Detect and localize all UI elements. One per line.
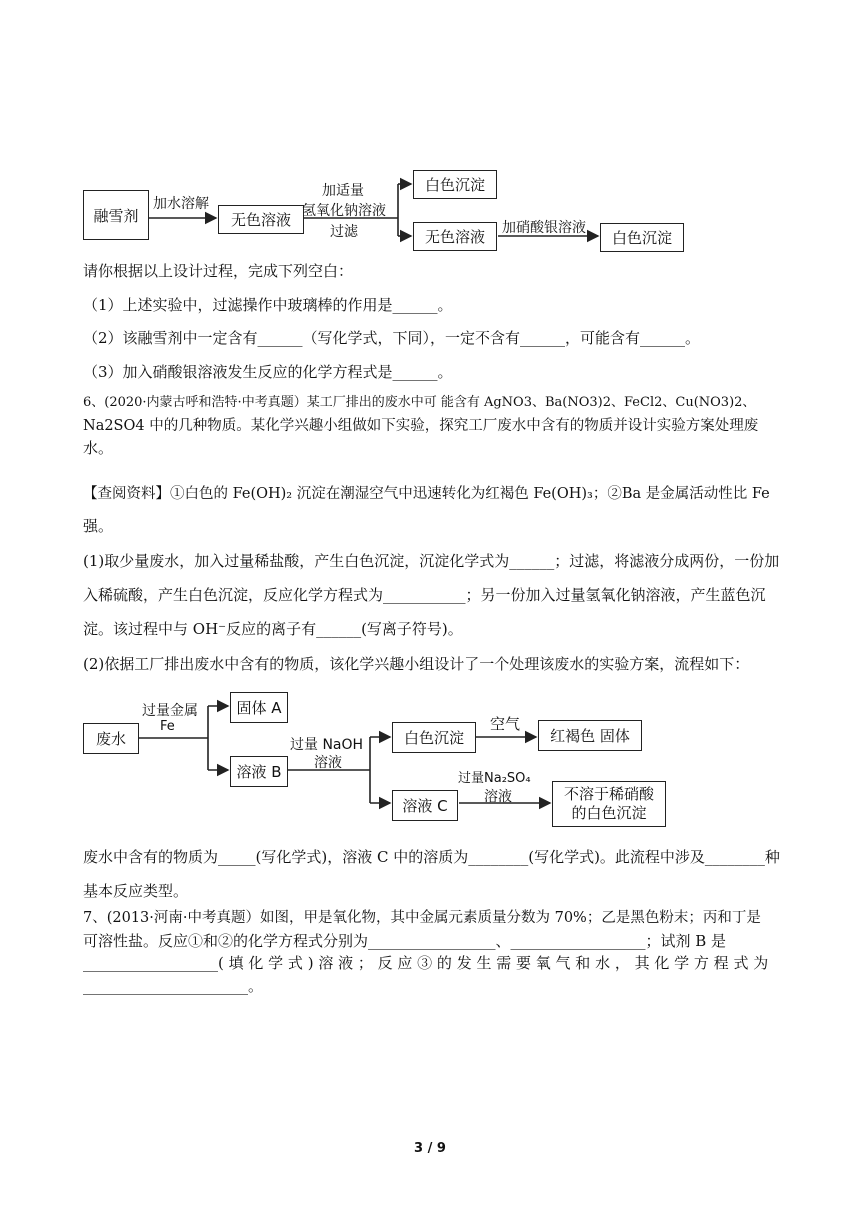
flow1-box5: 白色沉淀 — [600, 223, 684, 252]
flow2-solid-a-box: 固体 A — [230, 692, 288, 723]
flow1-step2c-label: 过滤 — [330, 224, 358, 240]
q6-answer-line2: 基本反应类型。 — [83, 882, 189, 900]
flow2-insoluble-precipitate-box — [552, 781, 666, 827]
flow2-start-box: 废水 — [83, 723, 139, 754]
q6-line3: 水。 — [83, 439, 114, 457]
flow1-step2b-label: 氢氧化钠溶液 — [302, 203, 386, 219]
flow2-solution-b-box: 溶液 B — [230, 756, 288, 787]
flow1-start-box: 融雪剂 — [83, 190, 149, 240]
page-number: 3 / 9 — [414, 1141, 446, 1156]
flow2-naoh-label1: 过量 NaOH — [290, 737, 364, 753]
flow2-na2so4-label1: 过量Na₂SO₄ — [458, 771, 531, 786]
q7-line3: __________________( 填 化 学 式 ) 溶 液 ； 反 应 ③ 的 发 生 需 要 氧 气 和 水 ， 其 化 学 方 程 式 为 — [83, 954, 769, 972]
q6-step1-line2: 入稀硫酸，产生白色沉淀，反应化学方程式为___________；另一份加入过量氢氧化钠溶液，产生蓝色沉 — [83, 586, 766, 604]
flow1-box4: 无色溶液 — [413, 222, 497, 251]
flow2-metal-label2: Fe — [160, 719, 175, 734]
flow1-step1-label: 加水溶解 — [153, 196, 209, 212]
flow2-na2so4-label2: 溶液 — [484, 789, 512, 805]
flow1-box2: 无色溶液 — [218, 205, 304, 234]
flow1-step2a-label: 加适量 — [322, 183, 364, 199]
q6-info-line1: 【查阅资料】①白色的 Fe(OH)₂ 沉淀在潮湿空气中迅速转化为红褐色 Fe(OH)₃；②Ba 是金属活动性比 Fe — [83, 486, 770, 502]
q6-step2: (2)依据工厂排出废水中含有的物质，该化学兴趣小组设计了一个处理该废水的实验方案，流程如下： — [83, 655, 750, 673]
flow1-box3: 白色沉淀 — [413, 170, 497, 199]
flow2-insoluble-line2: 的白色沉淀 — [571, 804, 647, 822]
q5-part1: （1）上述实验中，过滤操作中玻璃棒的作用是______。 — [83, 296, 453, 314]
q5-part2: （2）该融雪剂中一定含有______（写化学式，下同），一定不含有______，可能含有______。 — [83, 329, 701, 347]
flow2-air-label: 空气 — [490, 715, 521, 733]
flow2-white-precipitate-box: 白色沉淀 — [392, 722, 476, 753]
flow1-step3-label: 加硝酸银溶液 — [502, 220, 586, 236]
q7-line1: 7、(2013·河南·中考真题）如图，甲是氧化物，其中金属元素质量分数为 70%；乙是黑色粉末；丙和丁是 — [83, 910, 761, 926]
q6-info-line2: 强。 — [83, 517, 114, 535]
q5-part3: （3）加入硝酸银溶液发生反应的化学方程式是______。 — [83, 363, 453, 381]
flow2-insoluble-line1: 不溶于稀硝酸 — [563, 785, 654, 803]
flow2-metal-label1: 过量金属 — [142, 703, 198, 719]
q6-line1: 6、(2020·内蒙古呼和浩特·中考真题）某工厂排出的废水中可 能含有 AgNO3、Ba(NO3)2、FeCl2、Cu(NO3)2、 — [83, 395, 756, 410]
q5-intro: 请你根据以上设计过程，完成下列空白： — [83, 262, 354, 280]
q6-answer-line1: 废水中含有的物质为_____(写化学式)，溶液 C 中的溶质为________(写化学式)。此流程中涉及________种 — [83, 848, 780, 866]
q7-line2: 可溶性盐。反应①和②的化学方程式分别为_________________、__________________；试剂 B 是 — [83, 932, 727, 950]
flow2-red-brown-solid-box: 红褐色 固体 — [538, 720, 642, 751]
flow2-solution-c-box: 溶液 C — [392, 790, 458, 821]
q6-line2: Na2SO4 中的几种物质。某化学兴趣小组做如下实验，探究工厂废水中含有的物质并设计实验方案处理废 — [83, 418, 759, 434]
q6-step1-line3: 淀。该过程中与 OH⁻反应的离子有______(写离子符号)。 — [83, 620, 463, 638]
q7-line4: ______________________。 — [83, 977, 264, 995]
flow2-naoh-label2: 溶液 — [314, 755, 342, 771]
q6-step1-line1: (1)取少量废水，加入过量稀盐酸，产生白色沉淀，沉淀化学式为______；过滤，将滤液分成两份，一份加 — [83, 552, 780, 570]
